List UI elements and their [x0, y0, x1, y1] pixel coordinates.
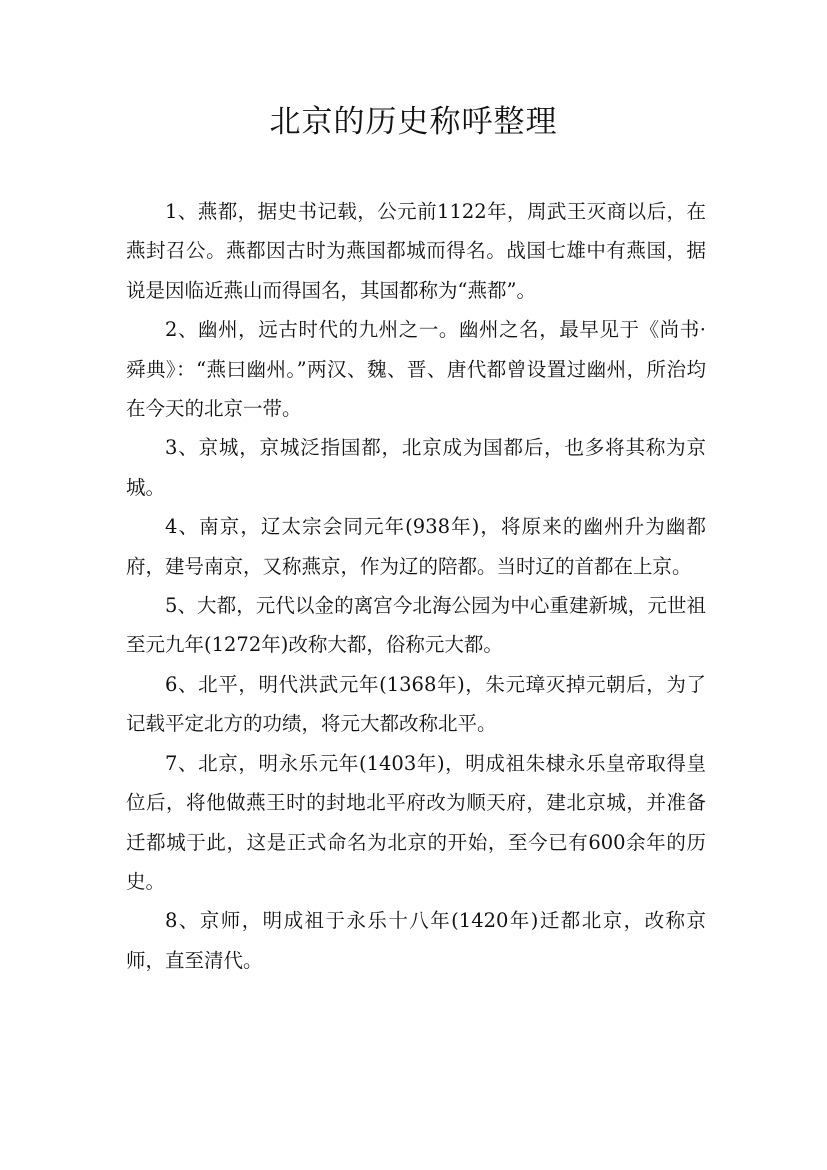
paragraph-jingshi: 8、京师，明成祖于永乐十八年(1420年)迁都北京，改称京师，直至清代。 — [126, 909, 706, 972]
paragraph-jingcheng: 3、京城，京城泛指国都，北京成为国都后，也多将其称为京城。 — [126, 436, 706, 499]
paragraph-yandu: 1、燕都，据史书记载，公元前1122年，周武王灭商以后，在燕封召公。燕都因古时为燕国都城而得名。战国七雄中有燕国，据说是因临近燕山而得国名，其国都称为“燕都”。 — [126, 200, 706, 302]
document-title: 北京的历史称呼整理 — [269, 104, 558, 140]
paragraph-beijing: 7、北京，明永乐元年(1403年)，明成祖朱棣永乐皇帝取得皇位后，将他做燕王时的封地北平府改为顺天府，建北京城，并准备迁都城于此，这是正式命名为北京的开始，至今已有600余年的历史。 — [126, 751, 706, 893]
paragraph-nanjing: 4、南京，辽太宗会同元年(938年)，将原来的幽州升为幽都府，建号南京，又称燕京，作为辽的陪都。当时辽的首都在上京。 — [126, 515, 706, 578]
paragraph-youzhou: 2、幽州，远古时代的九州之一。幽州之名，最早见于《尚书·舜典》：“燕曰幽州。”两汉、魏、晋、唐代都曾设置过幽州，所治均在今天的北京一带。 — [126, 318, 706, 421]
paragraph-dadu: 5、大都，元代以金的离宫今北海公园为中心重建新城，元世祖至元九年(1272年)改称大都，俗称元大都。 — [126, 594, 706, 657]
document-body — [126, 192, 706, 980]
paragraph-beiping: 6、北平，明代洪武元年(1368年)，朱元璋灭掉元朝后，为了记载平定北方的功绩，将元大都改称北平。 — [126, 672, 706, 736]
